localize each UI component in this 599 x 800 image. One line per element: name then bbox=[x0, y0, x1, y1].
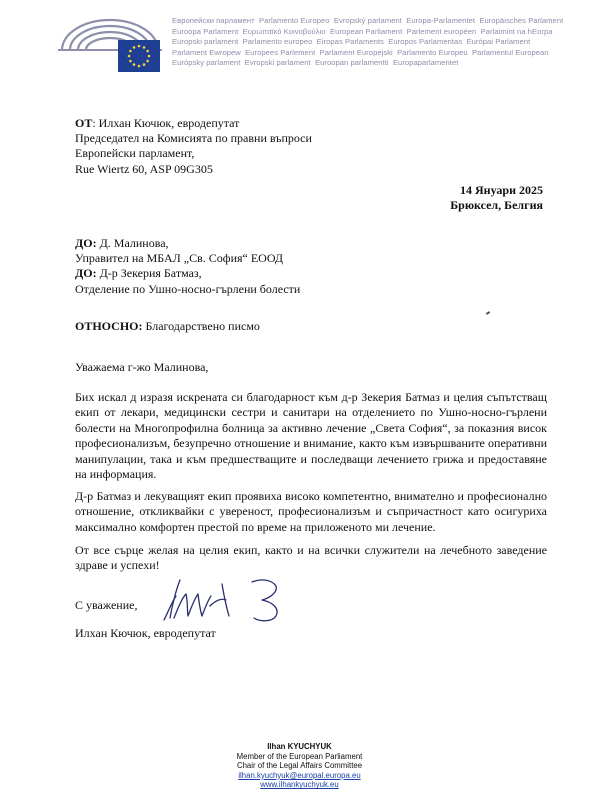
lang-name: European Parliament bbox=[329, 26, 403, 36]
letterhead bbox=[0, 0, 599, 82]
lang-name: Europa-Parlamentet bbox=[406, 16, 476, 25]
stray-mark bbox=[486, 311, 490, 315]
lang-name: Europees Parlement bbox=[245, 47, 316, 57]
body-paragraph: Д-р Батмаз и лекуващият екип проявиха високо компетентно, внимателно и професионално отношение, откликвайки с увереност, професионализъм и съпричастност като осигуриха максимално комфортен престой по време на приложеното ми лечение. bbox=[75, 489, 547, 534]
signatory-name: Илхан Кючюк, евродепутат bbox=[75, 626, 216, 640]
lang-name: Europaparlamentet bbox=[392, 58, 459, 68]
lang-name: Parlament Ewropew bbox=[172, 47, 241, 57]
handwritten-signature bbox=[150, 572, 310, 628]
closing-salutation: С уважение, bbox=[75, 598, 138, 612]
sender-institution: Европейски парламент, bbox=[75, 146, 195, 161]
letter-date: 14 Януари 2025 bbox=[459, 183, 543, 197]
lang-name: Euroopan parlamentti bbox=[315, 58, 389, 68]
footer-role: Chair of the Legal Affairs Committee bbox=[236, 761, 363, 771]
lang-name: Parlement européen bbox=[406, 26, 477, 36]
body-paragraph: От все сърце желая на целия екип, както и на всички служители на лечебното заведение здраве и успехи! bbox=[75, 543, 547, 573]
subject-label: ОТНОСНО: bbox=[75, 319, 143, 333]
sender-title: Председател на Комисията по правни въпроси bbox=[75, 131, 312, 146]
sender-address: Rue Wiertz 60, ASP 09G305 bbox=[75, 161, 213, 176]
sender-block bbox=[75, 116, 312, 177]
lang-name: Parlamentul European bbox=[472, 47, 549, 57]
footer-name: Ilhan KYUCHYUK bbox=[267, 742, 332, 751]
recipient-name: Д-р Зекерия Батмаз, bbox=[96, 266, 202, 281]
recipient-title: Управител на МБАЛ „Св. София“ ЕООД bbox=[75, 251, 284, 266]
lang-name: Europski parlament bbox=[172, 37, 239, 47]
sender-name: : Илхан Кючюк, евродепутат bbox=[92, 116, 240, 130]
lang-name: Parlamento Europeo bbox=[259, 16, 330, 25]
parliament-name-languages bbox=[172, 16, 592, 69]
recipient-department: Отделение по Ушно-носно-гърлени болести bbox=[75, 281, 301, 296]
email-link[interactable]: ilhan.kyuchyuk@europal.europa.eu bbox=[238, 770, 361, 780]
lang-name: Europos Parlamentas bbox=[388, 37, 463, 47]
eu-flag-icon bbox=[118, 40, 160, 72]
date-block bbox=[450, 183, 543, 213]
lang-name: Európsky parlament bbox=[172, 58, 241, 68]
recipient-block bbox=[75, 236, 300, 297]
subject-line bbox=[75, 319, 260, 334]
lang-name: Európai Parlament bbox=[466, 37, 531, 47]
lang-name: Ευρωπαϊκό Κοινοβούλιο bbox=[242, 26, 326, 36]
website-link[interactable]: www.ilhankyuchyuk.eu bbox=[260, 780, 339, 790]
recipient-label: ДО: bbox=[75, 236, 97, 250]
lang-name: Parlament Europejski bbox=[319, 47, 393, 57]
lang-name: Evropský parlament bbox=[333, 16, 402, 25]
footer-role: Member of the European Parliament bbox=[236, 751, 363, 761]
lang-name: Европейски парламент bbox=[172, 16, 255, 25]
body-paragraph: Бих искал д изразя искрената си благодарност към д-р Зекерия Батмаз и целия съпътстващ екип от лекари, медицински сестри и санитари на отделението по Ушно-носно-гърлени болести на Многопрофилна болница за активно лечение „Света София“, за показния висок професионализъм, безупречно отношение и внимание, както към извършваните оперативни манипулации, така и към предшестващите и последващи лечението грижа и предоставяне на информация. bbox=[75, 390, 547, 482]
letter-place: Брюксел, Белгия bbox=[450, 198, 543, 213]
lang-name: Parlamento europeo bbox=[242, 37, 313, 47]
sender-label: ОТ bbox=[75, 116, 93, 130]
lang-name: Parlaimint na hEorpa bbox=[480, 26, 553, 36]
lang-name: Eiropas Parlaments bbox=[316, 37, 384, 47]
lang-name: Europäisches Parlament bbox=[479, 16, 564, 25]
lang-name: Evropski parlament bbox=[244, 58, 311, 68]
recipient-name: Д. Малинова, bbox=[96, 236, 169, 250]
lang-name: Parlamento Europeu bbox=[397, 47, 468, 57]
letter-footer bbox=[0, 742, 599, 790]
subject-text: Благодарствено писмо bbox=[142, 319, 260, 333]
greeting: Уважаема г-жо Малинова, bbox=[75, 360, 209, 374]
recipient-label: ДО: bbox=[75, 266, 97, 281]
lang-name: Euroopa Parlament bbox=[172, 26, 239, 36]
